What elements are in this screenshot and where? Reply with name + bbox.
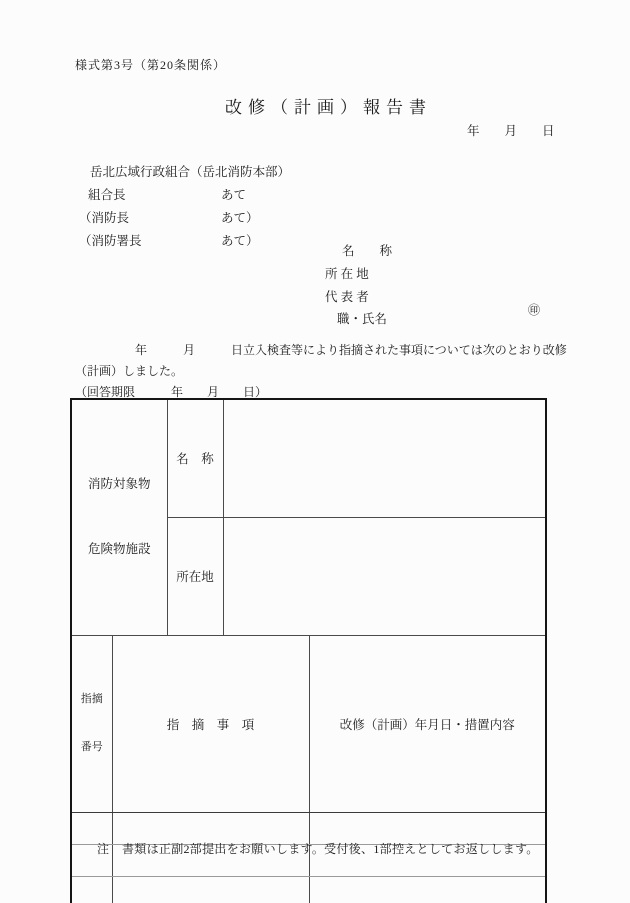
facility-name-value-cell xyxy=(223,399,546,517)
row-action-cell xyxy=(309,876,546,903)
body-line-3: （回答期限 年 月 日） xyxy=(75,385,268,399)
table-row xyxy=(71,876,546,903)
recipient-to-kumiaicho: あて xyxy=(221,188,247,202)
column-header-number-line1: 指摘 xyxy=(80,692,103,705)
column-header-number-line2: 番号 xyxy=(80,740,103,753)
object-label-line1: 消防対象物 xyxy=(88,476,151,491)
facility-address-value-cell xyxy=(223,517,546,635)
recipient-to-shobocho: あて） xyxy=(221,211,259,225)
recipient-role-shobocho: （消防長 xyxy=(79,211,130,225)
object-label-line2: 危険物施設 xyxy=(88,542,151,557)
report-table xyxy=(70,398,547,903)
report-table-head-section xyxy=(71,399,546,812)
recipient-to-shoboshocho: あて） xyxy=(221,234,259,248)
recipient-role-shoboshocho: （消防署長 xyxy=(79,234,142,248)
seal-mark-icon: ㊞ xyxy=(528,303,541,317)
row-number-cell xyxy=(71,876,112,903)
body-line-1: 年 月 日立入検査等により指摘された事項については次のとおり改修 xyxy=(135,343,567,357)
note-text: 書類は正副2部提出をお願いします。受付後、1部控えとしてお返しします。 xyxy=(122,842,539,856)
recipient-org: 岳北広域行政組合（岳北消防本部） xyxy=(90,165,291,179)
form-number: 様式第3号（第20条関係） xyxy=(75,58,227,72)
body-line-2: （計画）しました。 xyxy=(75,364,184,378)
page-title: 改修（計画）報告書 xyxy=(225,98,432,117)
column-header-action: 改修（計画）年月日・措置内容 xyxy=(309,636,546,813)
facility-address-label-cell: 所在地 xyxy=(167,517,223,635)
applicant-name-label: 名 称 xyxy=(342,244,393,258)
note-label: 注 xyxy=(97,842,110,856)
recipient-role-kumiaicho: 組合長 xyxy=(88,188,126,202)
applicant-title-name-label: 職・氏名 xyxy=(337,312,388,326)
applicant-address-label: 所 在 地 xyxy=(325,267,369,281)
header-date-line: 年 月 日 xyxy=(467,124,555,138)
row-item-cell xyxy=(112,876,309,903)
applicant-representative-label: 代 表 者 xyxy=(325,290,369,304)
column-header-item: 指 摘 事 項 xyxy=(112,636,309,813)
facility-name-label-cell: 名 称 xyxy=(167,399,223,517)
object-facility-label-cell xyxy=(71,399,167,636)
column-header-number xyxy=(71,636,112,813)
report-table-body xyxy=(71,812,546,903)
